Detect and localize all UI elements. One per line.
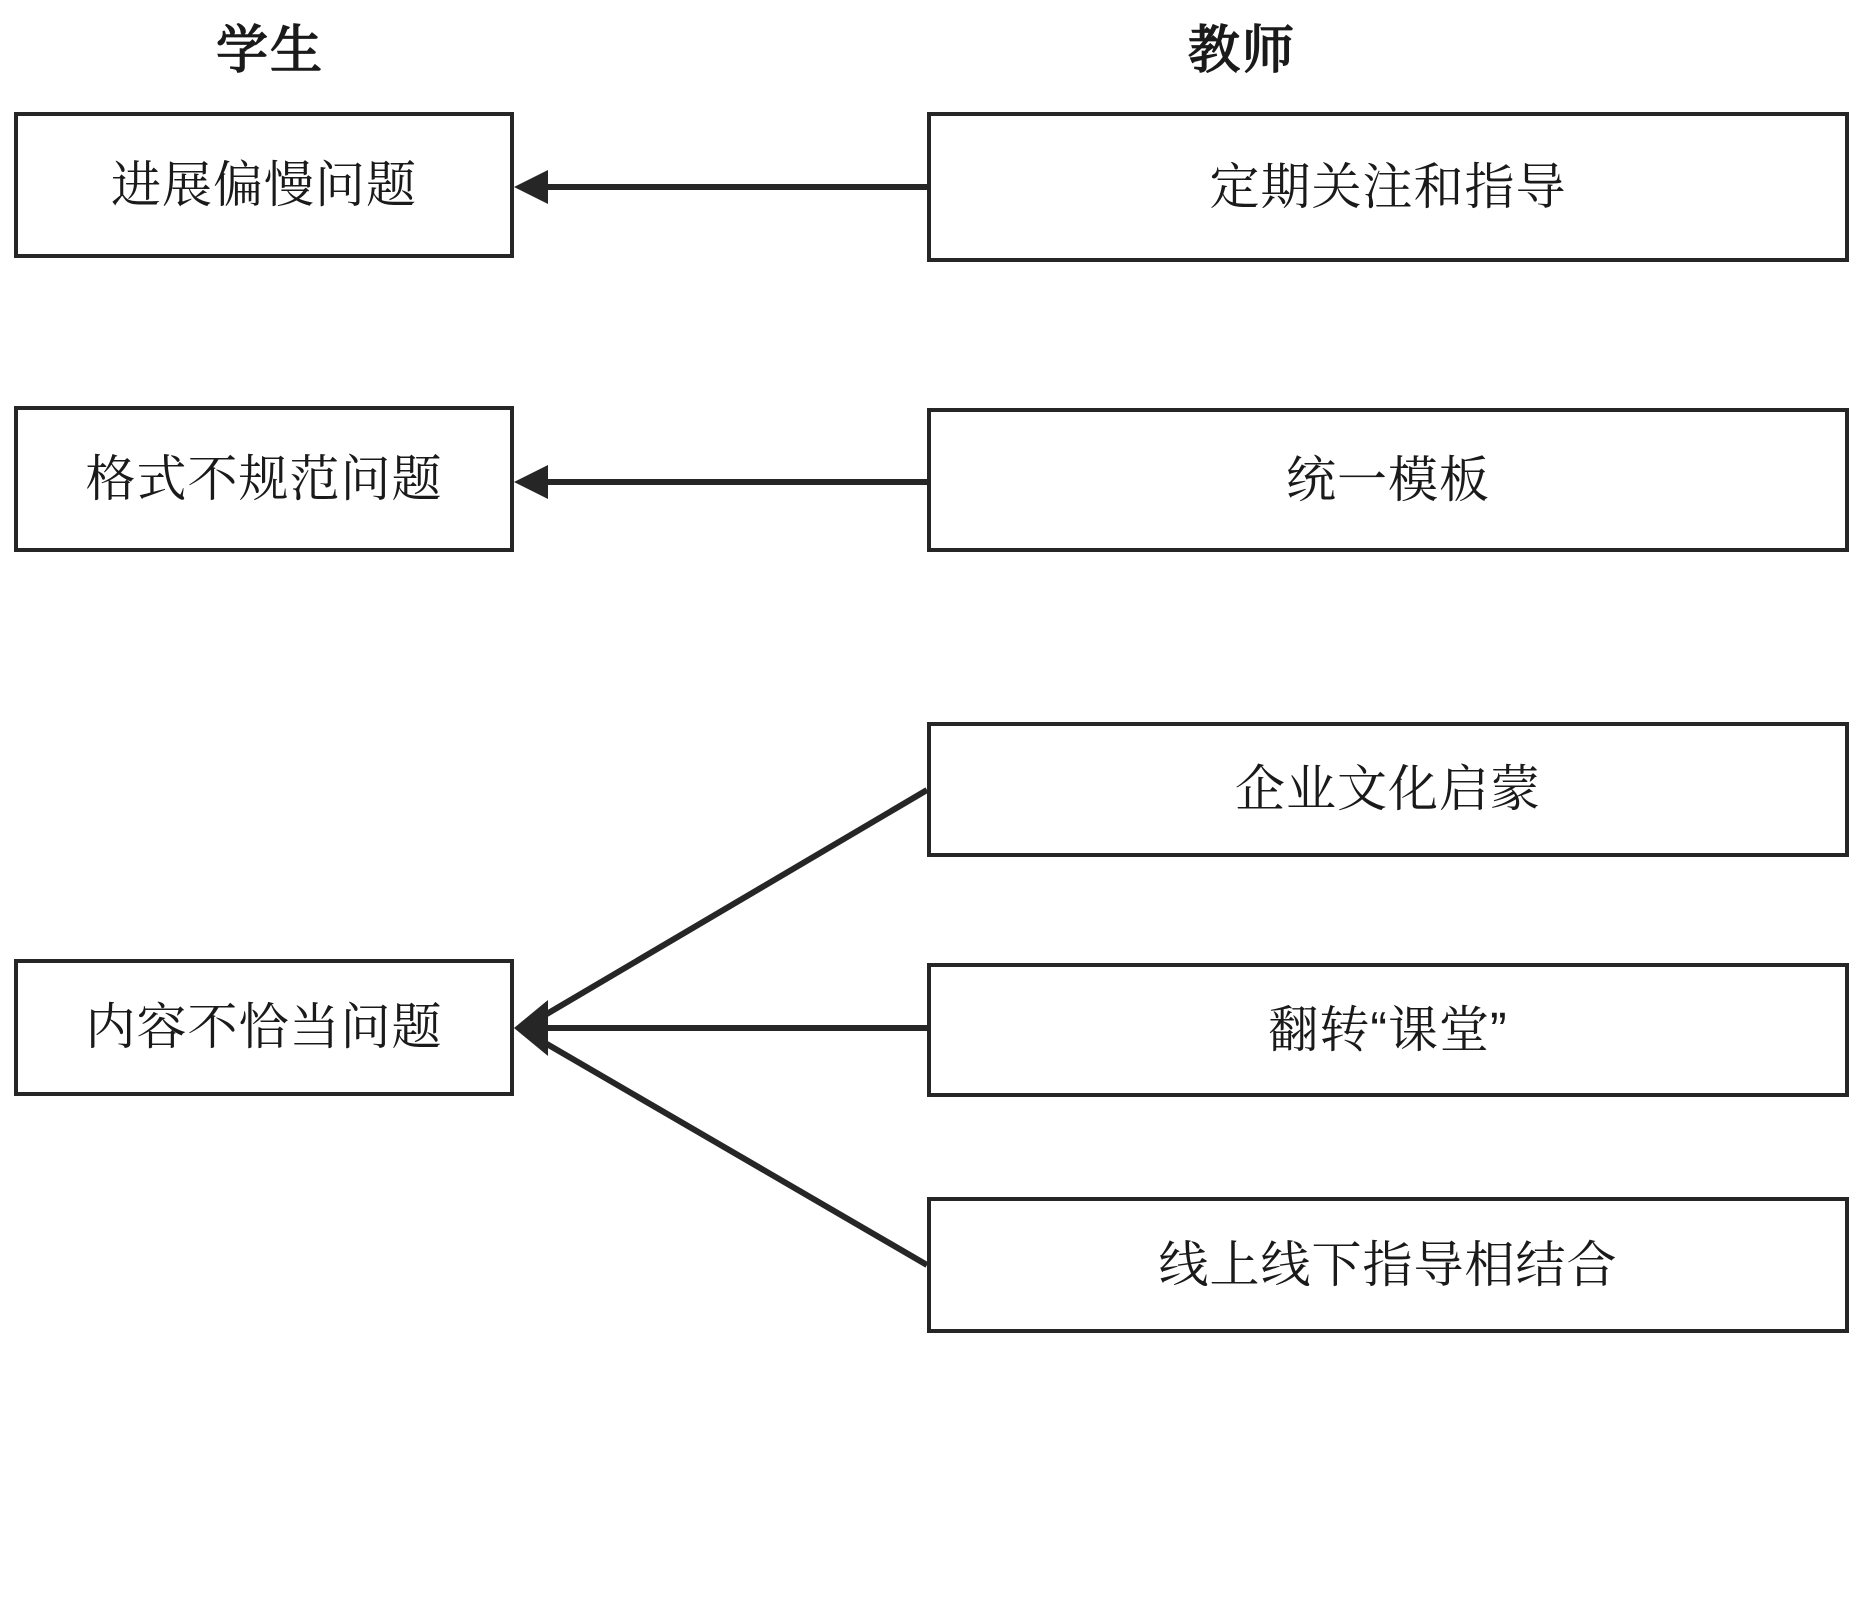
edge-teacher-regular-guidance-to-slow-progress	[514, 170, 927, 204]
edge-teacher-online-offline-to-content-issue	[540, 1040, 927, 1265]
column-title-student: 学生	[215, 22, 324, 80]
node-regular-attention-and-guidance[interactable]: 定期关注和指导	[927, 112, 1849, 262]
node-unified-template[interactable]: 统一模板	[927, 408, 1849, 552]
node-online-offline-guidance-combined[interactable]: 线上线下指导相结合	[927, 1197, 1849, 1333]
node-corporate-culture-enlightenment[interactable]: 企业文化启蒙	[927, 722, 1849, 857]
node-flipped-classroom[interactable]: 翻转“课堂”	[927, 963, 1849, 1097]
column-title-teacher: 教师	[1187, 22, 1296, 80]
node-slow-progress-issue[interactable]: 进展偏慢问题	[14, 112, 514, 258]
edge-teacher-unified-template-to-format-issue	[514, 465, 927, 499]
node-inappropriate-content-issue[interactable]: 内容不恰当问题	[14, 959, 514, 1096]
edge-teacher-culture-enlightenment-to-content-issue	[540, 790, 927, 1018]
node-format-nonstandard-issue[interactable]: 格式不规范问题	[14, 406, 514, 552]
arrowhead-content-issue	[514, 1000, 548, 1056]
